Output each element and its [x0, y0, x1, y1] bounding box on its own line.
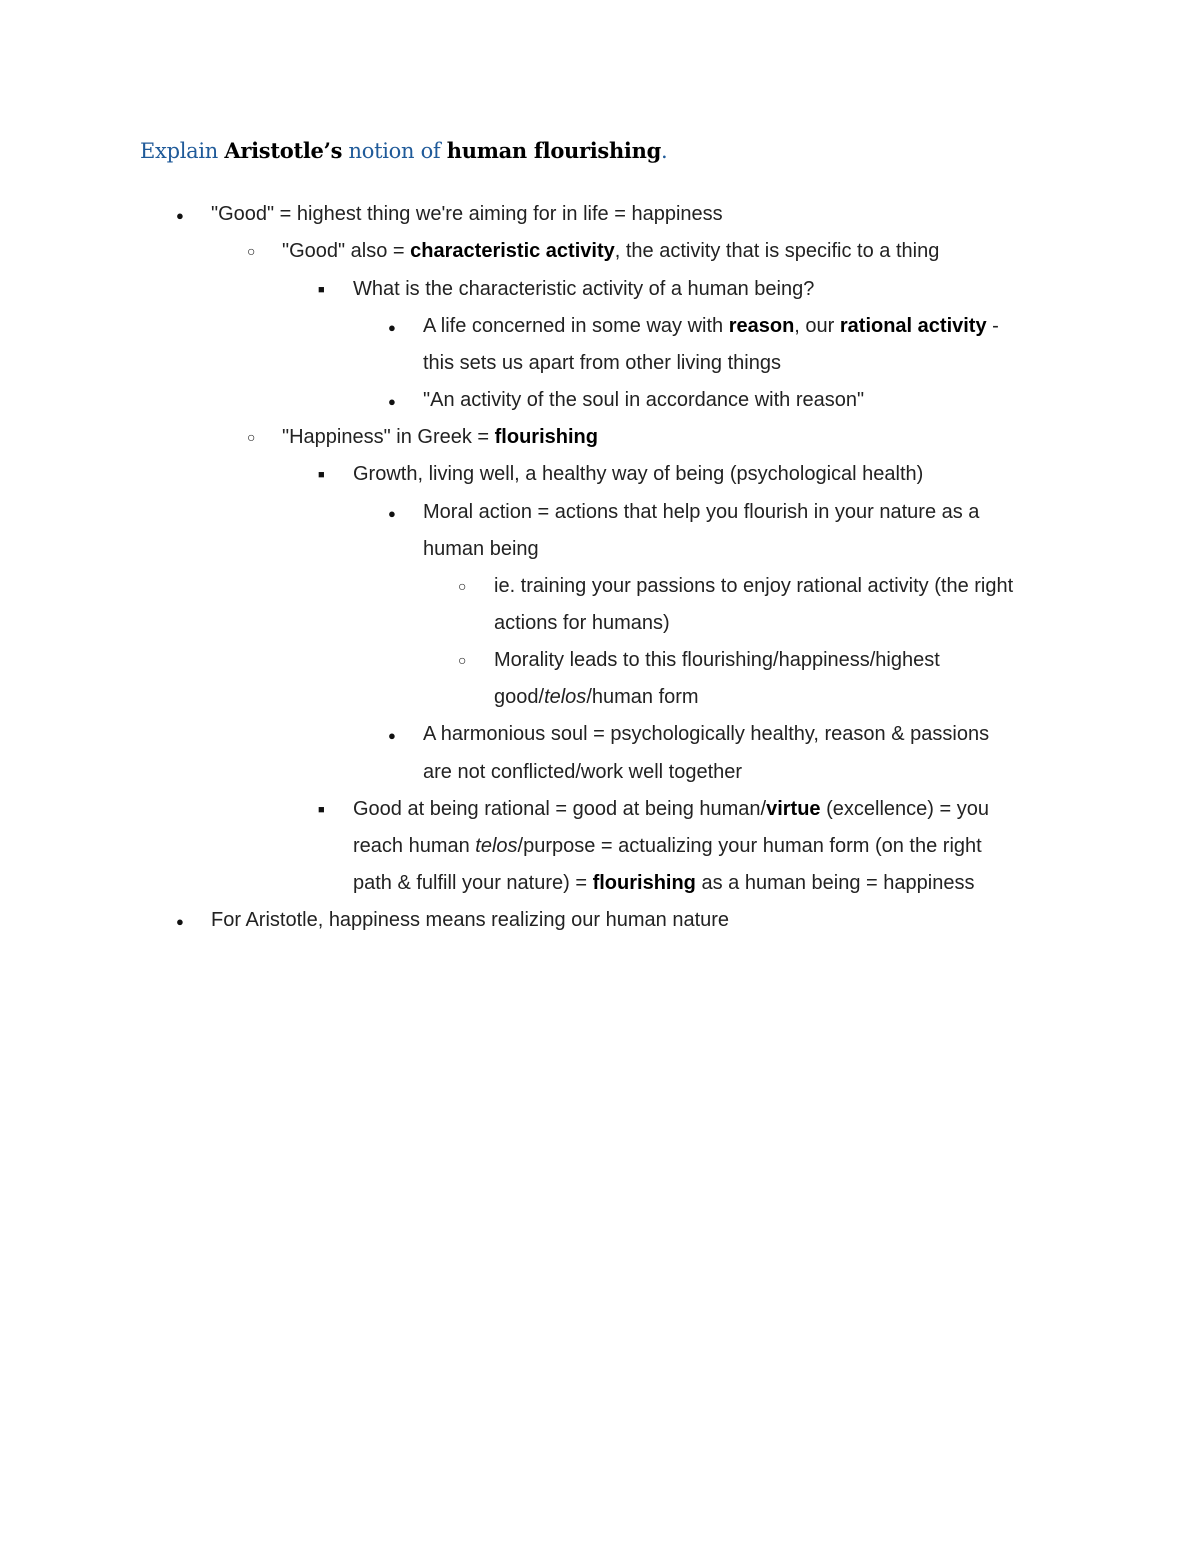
disc-bullet: ● [176, 914, 184, 929]
list-item-continuation: reach human telos/purpose = actualizing your human form (on the right [353, 835, 982, 857]
disc-bullet: ● [176, 208, 184, 223]
list-item-continuation: human being [423, 538, 539, 560]
list-item: A harmonious soul = psychologically healthy, reason & passions [423, 723, 990, 745]
circle-bullet: ○ [247, 243, 256, 259]
list-item: "Good" also = characteristic activity, the activity that is specific to a thing [282, 240, 940, 262]
list-item: Moral action = actions that help you flourish in your nature as a [423, 501, 980, 523]
list-item: What is the characteristic activity of a human being? [353, 278, 815, 300]
list-item: "Good" = highest thing we're aiming for in life = happiness [211, 203, 723, 225]
circle-bullet: ○ [458, 652, 467, 668]
list-item-continuation: this sets us apart from other living things [423, 352, 781, 374]
list-item: A life concerned in some way with reason, our rational activity - [423, 315, 999, 337]
list-item: Good at being rational = good at being human/virtue (excellence) = you [353, 798, 989, 820]
square-bullet: ■ [318, 469, 325, 481]
list-item: For Aristotle, happiness means realizing our human nature [211, 909, 730, 931]
disc-bullet: ● [388, 506, 396, 521]
circle-bullet: ○ [247, 429, 256, 445]
page-title: Explain Aristotle’s notion of human flourishing. [140, 138, 668, 163]
disc-bullet: ● [388, 394, 396, 409]
list-item: ie. training your passions to enjoy rational activity (the right [494, 575, 1014, 597]
square-bullet: ■ [318, 284, 325, 296]
list-item: "An activity of the soul in accordance with reason" [423, 389, 865, 411]
list-item: "Happiness" in Greek = flourishing [282, 426, 598, 448]
list-item: Morality leads to this flourishing/happiness/highest [494, 649, 940, 671]
square-bullet: ■ [318, 804, 325, 816]
list-item: Growth, living well, a healthy way of being (psychological health) [353, 463, 924, 485]
list-item-continuation: actions for humans) [494, 612, 670, 634]
circle-bullet: ○ [458, 578, 467, 594]
disc-bullet: ● [388, 320, 396, 335]
list-item-continuation: are not conflicted/work well together [423, 761, 743, 783]
list-item-continuation: good/telos/human form [494, 686, 699, 708]
disc-bullet: ● [388, 728, 396, 743]
list-item-continuation: path & fulfill your nature) = flourishing as a human being = happiness [353, 872, 975, 894]
